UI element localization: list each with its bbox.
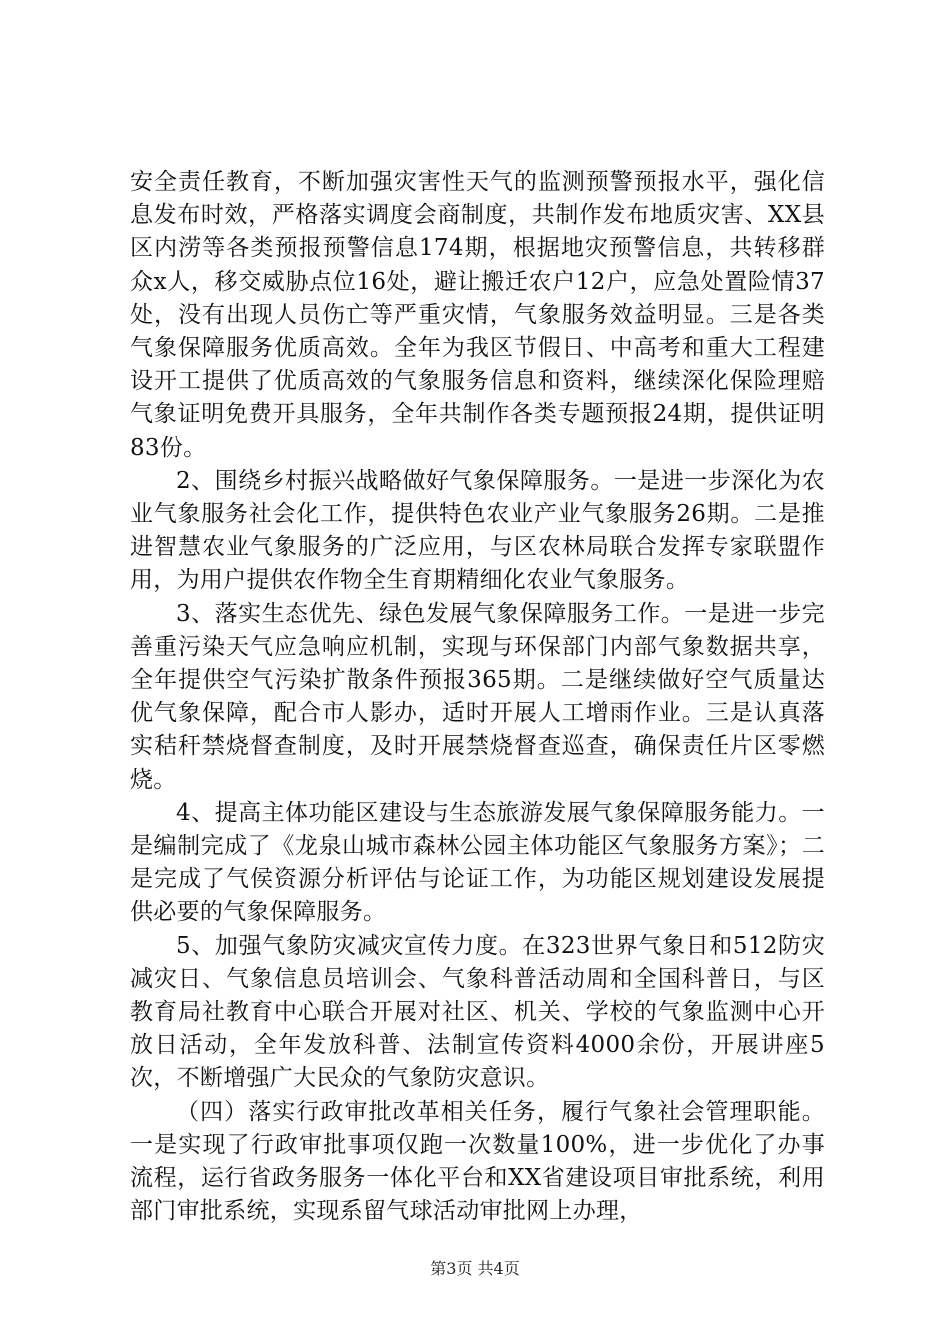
document-body	[130, 166, 825, 1229]
paragraph-continuation: 安全责任教育，不断加强灾害性天气的监测预警预报水平，强化信息发布时效，严格落实调度会商制度，共制作发布地质灾害、XX县区内涝等各类预报预警信息174期，根据地灾预警信息，共转移群众x人，移交威胁点位16处，避让搬迁农户12户，应急处置险情37处，没有出现人员伤亡等严重灾情，气象服务效益明显。三是各类气象保障服务优质高效。全年为我区节假日、中高考和重大工程建设开工提供了优质高效的气象服务信息和资料，继续深化保险理赔气象证明免费开具服务，全年共制作各类专题预报24期，提供证明83份。	[130, 169, 825, 461]
paragraph-item-3: 3、落实生态优先、绿色发展气象保障服务工作。一是进一步完善重污染天气应急响应机制，实现与环保部门内部气象数据共享，全年提供空气污染扩散条件预报365期。二是继续做好空气质量达优气象保障，配合市人影办，适时开展人工增雨作业。三是认真落实秸秆禁烧督查制度，及时开展禁烧督查巡查，确保责任片区零燃烧。	[130, 600, 825, 793]
paragraph-item-4: 4、提高主体功能区建设与生态旅游发展气象保障服务能力。一是编制完成了《龙泉山城市森林公园主体功能区气象服务方案》；二是完成了气侯资源分析评估与论证工作，为功能区规划建设发展提供必要的气象保障服务。	[130, 799, 825, 926]
paragraph-item-5: 5、加强气象防灾减灾宣传力度。在323世界气象日和512防灾减灾日、气象信息员培训会、气象科普活动周和全国科普日，与区教育局社教育中心联合开展对社区、机关、学校的气象监测中心开放日活动，全年发放科普、法制宣传资料4000余份，开展讲座5次，不断增强广大民众的气象防灾意识。	[130, 932, 825, 1092]
paragraph-item-2: 2、围绕乡村振兴战略做好气象保障服务。一是进一步深化为农业气象服务社会化工作，提供特色农业产业气象服务26期。二是推进智慧农业气象服务的广泛应用，与区农林局联合发挥专家联盟作用，为用户提供农作物全生育期精细化农业气象服务。	[130, 467, 825, 594]
page-footer: 第3页 共4页	[430, 1259, 520, 1278]
paragraph-section-4: （四）落实行政审批改革相关任务，履行气象社会管理职能。一是实现了行政审批事项仅跑一次数量100%，进一步优化了办事流程，运行省政务服务一体化平台和XX省建设项目审批系统，利用部门审批系统，实现系留气球活动审批网上办理，	[130, 1098, 825, 1225]
